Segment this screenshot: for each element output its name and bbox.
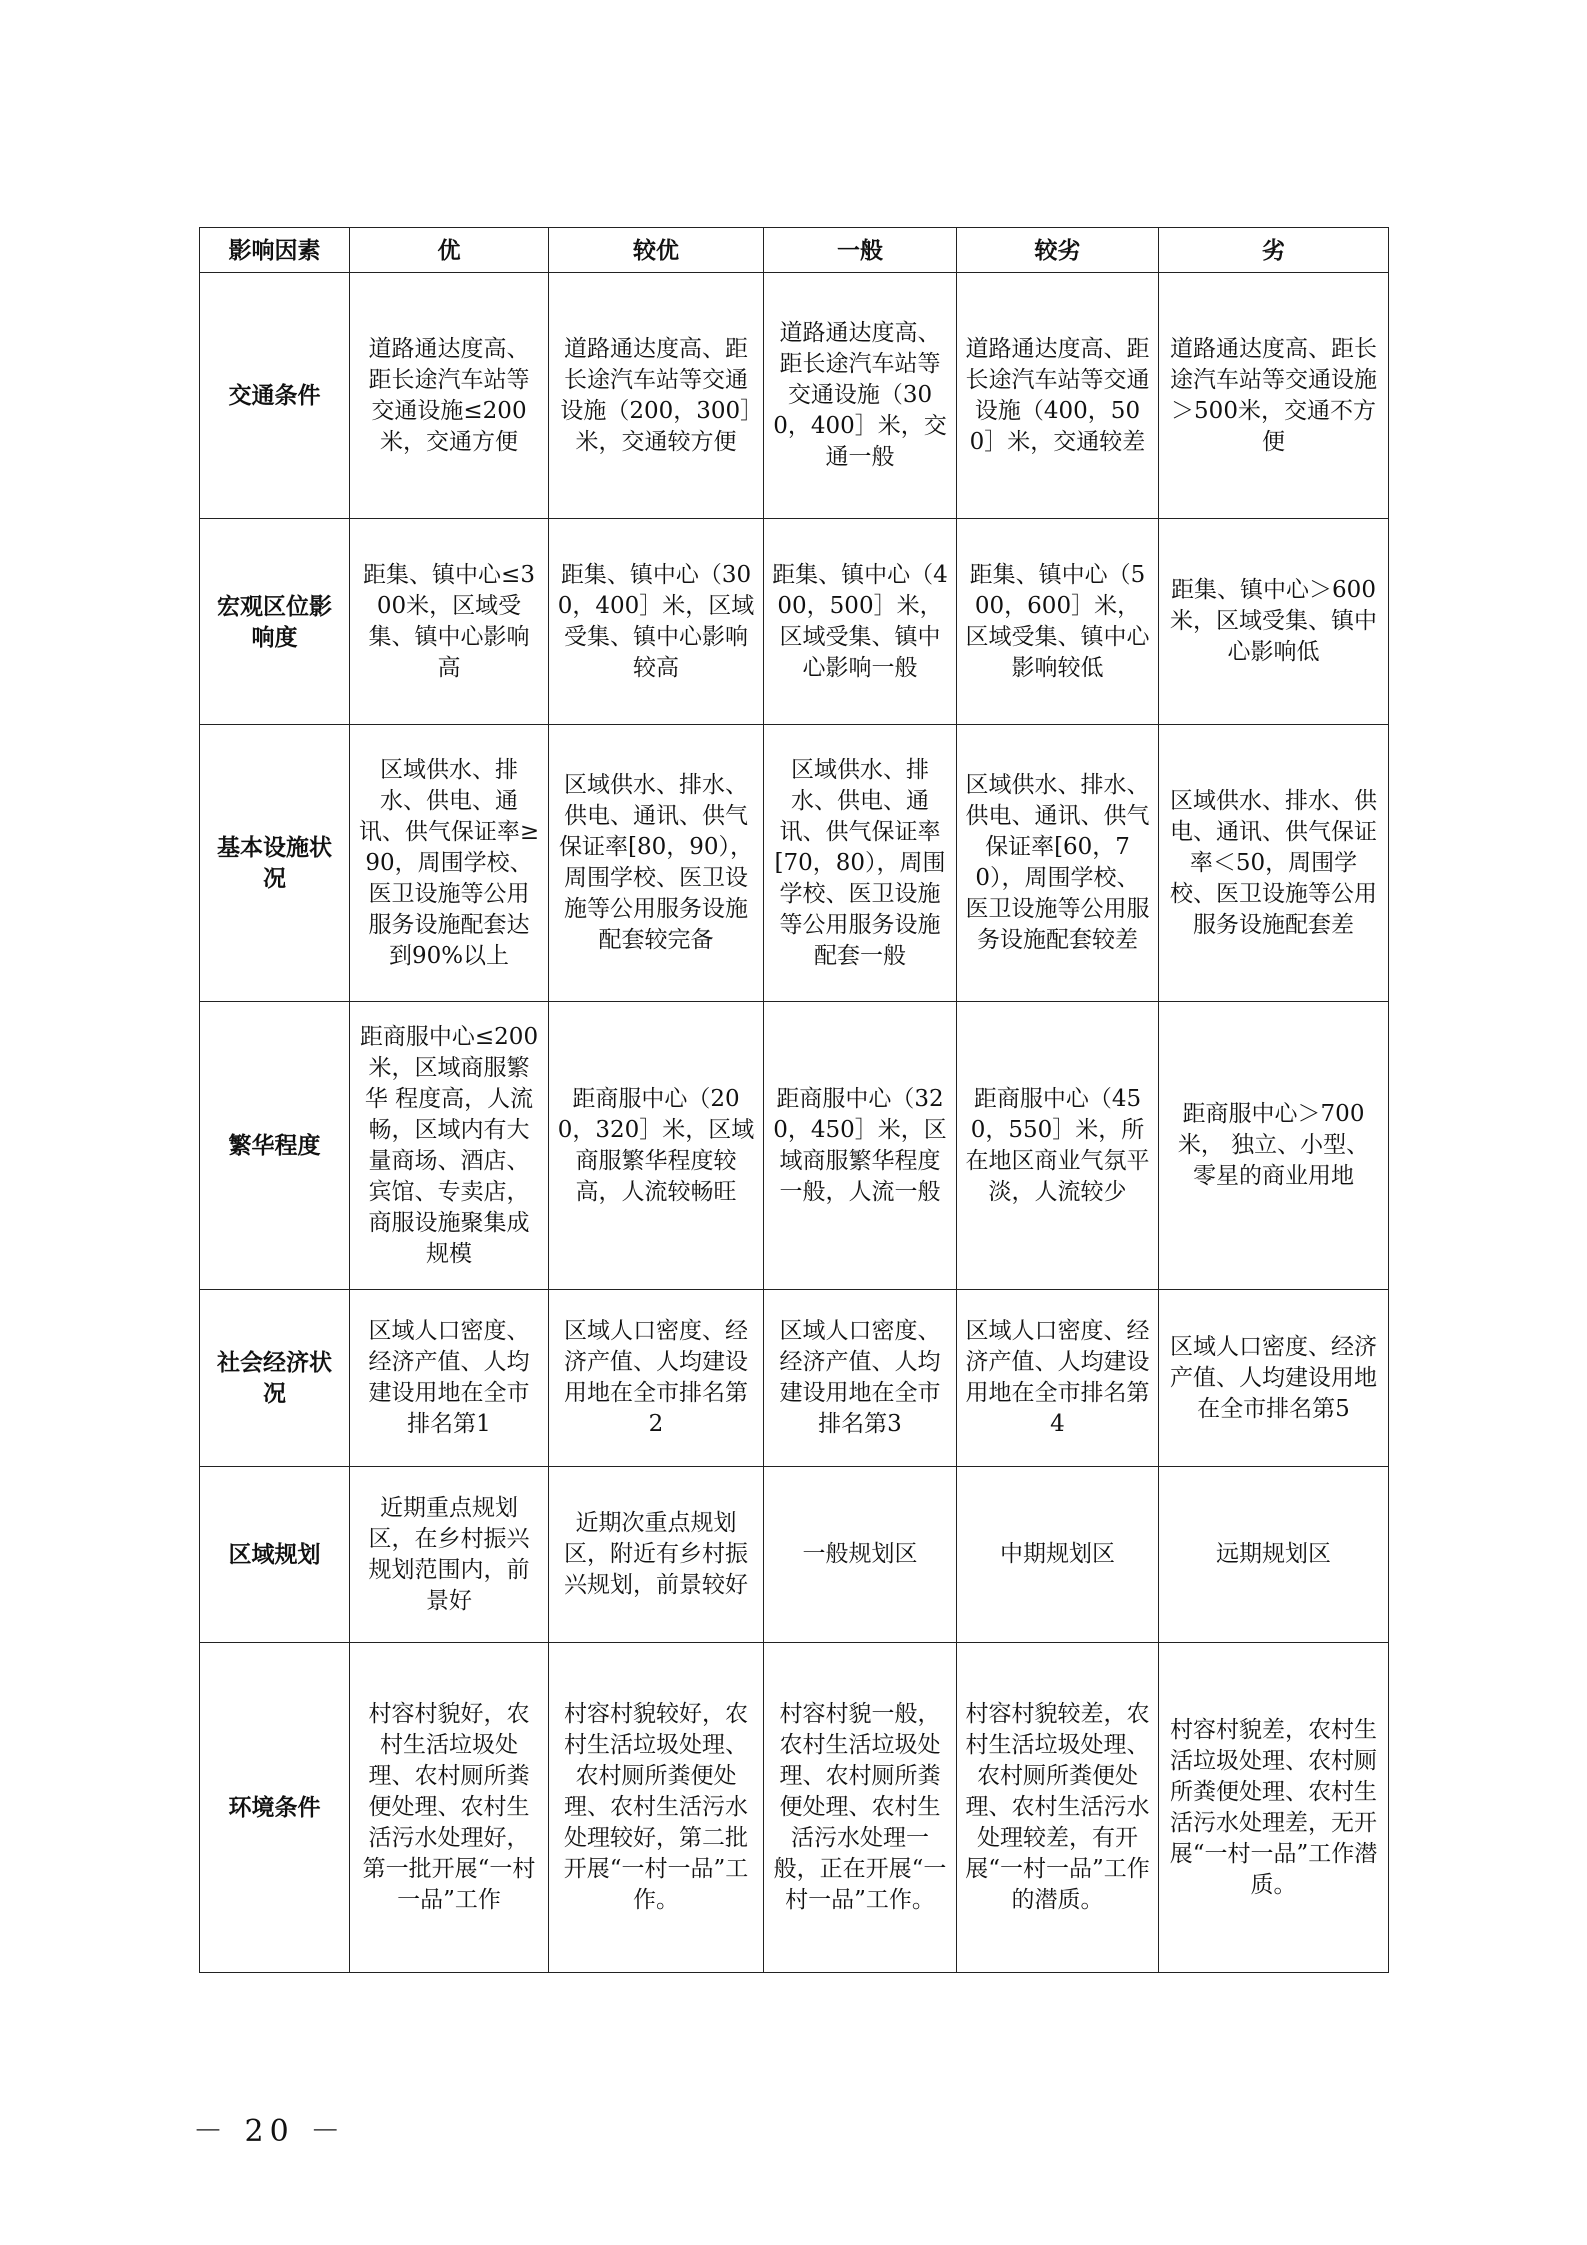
- factor-label: 环境条件: [200, 1643, 350, 1973]
- table-cell: 距商服中心（320，450］米，区域商服繁华程度一般，人流一般: [764, 1002, 957, 1290]
- table-cell: 道路通达度高、距长途汽车站等交通设施（300，400］米，交通一般: [764, 273, 957, 519]
- table-cell: 村容村貌较好，农村生活垃圾处理、农村厕所粪便处理、农村生活污水处理较好，第二批开展“一村一品”工作。: [549, 1643, 764, 1973]
- table-cell: 村容村貌差，农村生活垃圾处理、农村厕所粪便处理、农村生活污水处理差，无开展“一村一品”工作潜质。: [1159, 1643, 1389, 1973]
- header-average: 一般: [764, 228, 957, 273]
- table-cell: 区域人口密度、经济产值、人均建设用地在全市排名第1: [350, 1290, 549, 1467]
- table-row-macro-location: [200, 519, 1389, 725]
- influence-factor-table: [199, 227, 1389, 1973]
- table-cell: 近期次重点规划区，附近有乡村振兴规划，前景较好: [549, 1467, 764, 1643]
- table-cell: 距集、镇中心≤300米，区域受集、镇中心影响高: [350, 519, 549, 725]
- table-cell: 村容村貌较差，农村生活垃圾处理、农村厕所粪便处理、农村生活污水处理较差，有开展“一村一品”工作的潜质。: [957, 1643, 1159, 1973]
- header-excellent: 优: [350, 228, 549, 273]
- header-bad: 劣: [1159, 228, 1389, 273]
- table-cell: 区域人口密度、经济产值、人均建设用地在全市排名第5: [1159, 1290, 1389, 1467]
- table-cell: 道路通达度高、距长途汽车站等交通设施＞500米，交通不方便: [1159, 273, 1389, 519]
- table-cell: 中期规划区: [957, 1467, 1159, 1643]
- table-cell: 区域供水、排水、供电、通讯、供气保证率≥90，周围学校、医卫设施等公用服务设施配套达到90%以上: [350, 725, 549, 1002]
- table-cell: 距集、镇中心＞600米，区域受集、镇中心影响低: [1159, 519, 1389, 725]
- table-cell: 区域人口密度、经济产值、人均建设用地在全市排名第3: [764, 1290, 957, 1467]
- table-cell: 道路通达度高、距长途汽车站等交通设施（200，300］米，交通较方便: [549, 273, 764, 519]
- factor-label: 宏观区位影响度: [200, 519, 350, 725]
- table-row-regional-planning: [200, 1467, 1389, 1643]
- table-cell: 距商服中心≤200米，区域商服繁华 程度高，人流畅，区域内有大量商场、酒店、宾馆、专卖店，商服设施聚集成规模: [350, 1002, 549, 1290]
- table-cell: 区域人口密度、经济产值、人均建设用地在全市排名第4: [957, 1290, 1159, 1467]
- header-poor: 较劣: [957, 228, 1159, 273]
- table-cell: 距商服中心（200，320］米，区域商服繁华程度较高，人流较畅旺: [549, 1002, 764, 1290]
- table-cell: 道路通达度高、距长途汽车站等交通设施≤200米，交通方便: [350, 273, 549, 519]
- table-cell: 区域供水、排水、供电、通讯、供气保证率[60，70），周围学校、医卫设施等公用服务设施配套较差: [957, 725, 1159, 1002]
- table-cell: 一般规划区: [764, 1467, 957, 1643]
- table-cell: 区域供水、排水、供电、通讯、供气保证率[80，90），周围学校、医卫设施等公用服务设施配套较完备: [549, 725, 764, 1002]
- table-cell: 区域人口密度、经济产值、人均建设用地在全市排名第2: [549, 1290, 764, 1467]
- page-number: － 20 －: [193, 2114, 347, 2149]
- factor-label: 繁华程度: [200, 1002, 350, 1290]
- table-row-environment: [200, 1643, 1389, 1973]
- table-cell: 距商服中心＞700米， 独立、小型、零星的商业用地: [1159, 1002, 1389, 1290]
- header-good: 较优: [549, 228, 764, 273]
- table-cell: 距集、镇中心（400，500］米，区域受集、镇中心影响一般: [764, 519, 957, 725]
- table-cell: 距集、镇中心（500，600］米，区域受集、镇中心影响较低: [957, 519, 1159, 725]
- factor-label: 区域规划: [200, 1467, 350, 1643]
- table-cell: 远期规划区: [1159, 1467, 1389, 1643]
- table-row-infrastructure: [200, 725, 1389, 1002]
- header-factor: 影响因素: [200, 228, 350, 273]
- table-cell: 近期重点规划区，在乡村振兴规划范围内，前景好: [350, 1467, 549, 1643]
- table-row-socioeconomic: [200, 1290, 1389, 1467]
- table-header-row: [200, 228, 1389, 273]
- table-cell: 距集、镇中心（300，400］米，区域受集、镇中心影响较高: [549, 519, 764, 725]
- table-cell: 道路通达度高、距长途汽车站等交通设施（400，500］米，交通较差: [957, 273, 1159, 519]
- table-cell: 村容村貌一般，农村生活垃圾处理、农村厕所粪便处理、农村生活污水处理一般，正在开展“一村一品”工作。: [764, 1643, 957, 1973]
- table-cell: 区域供水、排水、供电、通讯、供气保证率[70，80），周围学校、医卫设施等公用服务设施配套一般: [764, 725, 957, 1002]
- factor-label: 社会经济状况: [200, 1290, 350, 1467]
- factor-label: 基本设施状况: [200, 725, 350, 1002]
- factor-label: 交通条件: [200, 273, 350, 519]
- table-cell: 村容村貌好，农村生活垃圾处理、农村厕所粪便处理、农村生活污水处理好，第一批开展“一村一品”工作: [350, 1643, 549, 1973]
- table-row-prosperity: [200, 1002, 1389, 1290]
- table-cell: 距商服中心（450，550］米，所在地区商业气氛平淡，人流较少: [957, 1002, 1159, 1290]
- table-cell: 区域供水、排水、供电、通讯、供气保证率＜50，周围学校、医卫设施等公用服务设施配套差: [1159, 725, 1389, 1002]
- table-row-traffic: [200, 273, 1389, 519]
